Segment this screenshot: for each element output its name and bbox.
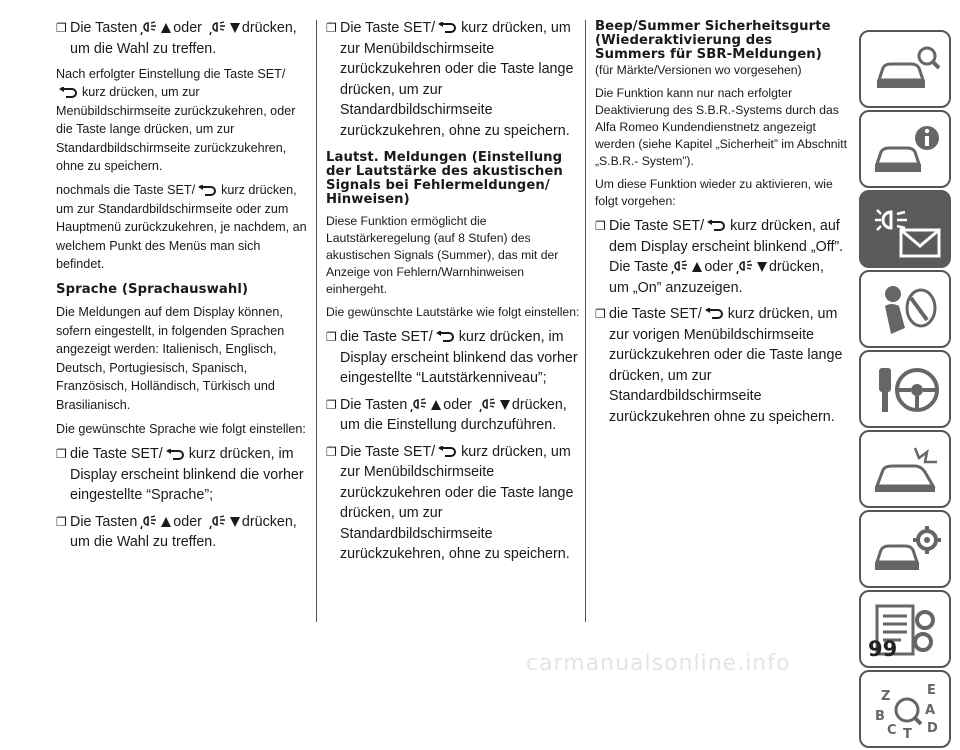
index-letter: T <box>903 727 912 742</box>
chapter-tab-car-info[interactable] <box>859 110 951 188</box>
index-letter: E <box>927 683 936 698</box>
page-number: 99 <box>868 637 898 661</box>
column-divider <box>316 20 317 622</box>
paragraph: nochmals die Taste SET/ kurz drücken, um zur Standardbildschirmseite oder zum Hauptmenü zurückzukehren, je nachdem, an welchem Punkt des Menüs man sich befindet. <box>56 183 307 272</box>
key-steering-wheel-icon <box>871 360 943 420</box>
light-icon <box>208 514 226 530</box>
back-arrow-icon <box>197 185 219 197</box>
back-arrow-icon <box>435 331 457 343</box>
car-search-icon <box>871 40 943 100</box>
index-letter: A <box>925 703 936 718</box>
step-press-set: ❐ die Taste SET/ kurz drücken, im Display erscheint blinkend das vorher eingestellte “Lautstärkenniveau”; <box>326 327 580 389</box>
light-icon <box>670 259 688 275</box>
index-letter: C <box>887 723 897 738</box>
step-press-set: ❐ die Taste SET/ kurz drücken, um zur vorigen Menübildschirmseite zurückzukehren oder die Taste lange drücken, um zur Standardbildschirmseite zurückzukehren ohne zu speichern. <box>595 304 847 427</box>
paragraph: Die gewünschte Sprache wie folgt einstellen: <box>56 421 306 436</box>
chapter-tab-maintenance[interactable] <box>859 510 951 588</box>
airbag-seat-icon <box>871 280 943 340</box>
watermark: carmanualsonline.info <box>526 651 791 676</box>
chapter-tab-safety[interactable] <box>859 270 951 348</box>
paragraph: Um diese Funktion wieder zu aktivieren, wie folgt vorgehen: <box>595 177 833 208</box>
step-press-set: ❐ die Taste SET/ kurz drücken, im Display erscheint blinkend die vorher eingestellte “Sprache”; <box>56 444 308 506</box>
chapter-tab-starting-driving[interactable] <box>859 350 951 428</box>
index-letter: D <box>927 721 938 736</box>
light-icon <box>139 20 157 36</box>
light-icon <box>735 259 753 275</box>
paragraph: Die gewünschte Lautstärke wie folgt einstellen: <box>326 305 580 319</box>
light-icon <box>478 397 496 413</box>
back-arrow-icon <box>437 446 459 458</box>
back-arrow-icon <box>58 87 80 99</box>
back-arrow-icon <box>704 308 726 320</box>
light-icon <box>139 514 157 530</box>
index-letter: Z <box>881 689 891 704</box>
step-adjust-value: ❐ Die Tasten oder drücken, um die Einstellung durchzuführen. <box>326 395 580 436</box>
column-divider <box>585 20 586 622</box>
arrow-down-icon <box>500 400 510 410</box>
section-heading: Beep/Summer Sicherheitsgurte (Wiederaktivierung des Summers für SBR-Meldungen) <box>595 19 831 62</box>
paragraph: Diese Funktion ermöglicht die Lautstärkeregelung (auf 8 Stufen) des akustischen Signals (Summer), das mit der Anzeige von Fehlern/Warnhinweisen einhergeht. <box>326 214 559 296</box>
arrow-down-icon <box>757 262 767 272</box>
arrow-up-icon <box>431 400 441 410</box>
car-info-icon <box>871 120 943 180</box>
chapter-tab-index[interactable] <box>859 670 951 748</box>
car-crash-icon <box>871 440 943 500</box>
step-choose-value: ❐ Die Tasten oder drücken, um die Wahl zu treffen. <box>56 18 308 59</box>
light-icon <box>409 397 427 413</box>
arrow-down-icon <box>230 517 240 527</box>
column-left <box>56 18 308 559</box>
paragraph: Die Funktion kann nur nach erfolgter Deaktivierung des S.B.R.-Systems durch das Alfa Romeo Kundendienstnetz angezeigt werden (siehe Kapitel „Sicherheit” im Abschnitt „S.B.R.- System”). <box>595 86 847 168</box>
column-middle <box>326 18 580 571</box>
chapter-tab-emergency[interactable] <box>859 430 951 508</box>
section-heading: Lautst. Meldungen (Einstellung der Lautstärke des akustischen Signals bei Fehlermeldungen/ Hinweisen) <box>326 150 563 207</box>
back-arrow-icon <box>706 220 728 232</box>
paragraph: Nach erfolgter Einstellung die Taste SET/kurz drücken, um zur Menübildschirmseite zurückzukehren, oder die Taste lange drücken, um zur Standardbildschirmseite zurückzukehren, ohne zu speichern. <box>56 67 296 174</box>
step-press-set: ❐ Die Taste SET/ kurz drücken, auf dem Display erscheint blinkend „Off”. Die Taste oder drücken, um „On” anzuzeigen. <box>595 216 847 298</box>
column-right <box>595 18 847 433</box>
index-letters-icon <box>871 680 943 740</box>
back-arrow-icon <box>437 22 459 34</box>
chapter-tab-car-search[interactable] <box>859 30 951 108</box>
step-press-set: ❐ Die Taste SET/ kurz drücken, um zur Menübildschirmseite zurückzukehren oder die Taste lange drücken, um zur Standardbildschirmseite zurückzukehren, ohne zu speichern. <box>326 18 580 141</box>
back-arrow-icon <box>165 449 187 461</box>
index-letter: B <box>875 709 885 724</box>
warning-light-message-icon <box>871 200 943 260</box>
step-press-set: ❐ Die Taste SET/ kurz drücken, um zur Menübildschirmseite zurückzukehren oder die Taste lange drücken, um zur Standardbildschirmseite zurückzukehren, ohne zu speichern. <box>326 442 580 565</box>
light-icon <box>208 20 226 36</box>
arrow-up-icon <box>161 23 171 33</box>
arrow-down-icon <box>230 23 240 33</box>
arrow-up-icon <box>692 262 702 272</box>
section-heading: Sprache (Sprachauswahl) <box>56 282 249 298</box>
step-choose-value: ❐ Die Tasten oder drücken, um die Wahl zu treffen. <box>56 512 308 553</box>
car-service-icon <box>871 520 943 580</box>
chapter-tab-warning-lights[interactable] <box>859 190 951 268</box>
paragraph: Die Meldungen auf dem Display können, sofern eingestellt, in folgenden Sprachen angezeigt werden: Italienisch, Englisch, Deutsch, Portugiesisch, Spanisch, Französisch, Holländisch, Türkisch und Brasilianisch. <box>56 305 285 412</box>
arrow-up-icon <box>161 517 171 527</box>
market-note: (für Märkte/Versionen wo vorgesehen) <box>595 63 802 77</box>
